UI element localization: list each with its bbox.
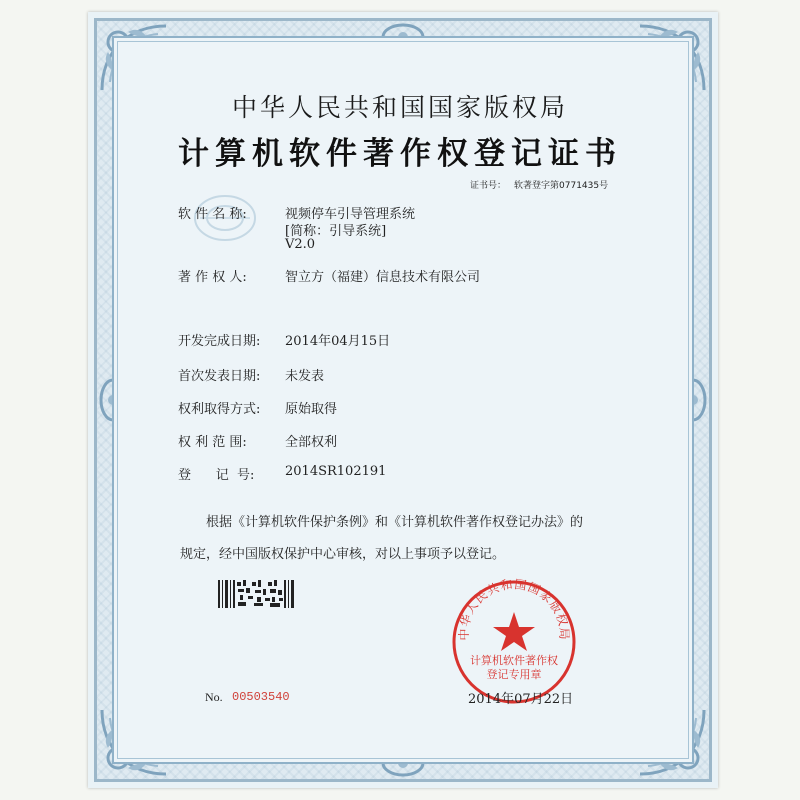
statement-line-1: 根据《计算机软件保护条例》和《计算机软件著作权登记办法》的 — [206, 515, 584, 530]
scope-value: 全部权利 — [285, 435, 338, 450]
publish-label: 首次发表日期: — [178, 369, 261, 384]
registration-value: 2014SR102191 — [285, 464, 387, 479]
acquire-value: 原始取得 — [285, 402, 338, 417]
owner-label: 著 作 权 人: — [178, 270, 247, 285]
software-name-label: 软 件 名 称: — [178, 207, 247, 222]
registration-label: 登 记 号: — [178, 468, 255, 483]
barcode-icon — [218, 580, 294, 608]
seal-ring-text: 中华人民共和国国家版权局 — [456, 578, 572, 641]
dev-date-value: 2014年04月15日 — [285, 334, 391, 349]
seal-line-2: 登记专用章 — [486, 668, 542, 681]
certificate-number — [470, 178, 608, 191]
serial-number-label: No. — [205, 690, 223, 704]
software-version: V2.0 — [285, 237, 316, 252]
software-short-name: [简称：引导系统] — [285, 224, 387, 239]
certificate-number-value: 软著登字第0771435号 — [514, 181, 609, 191]
scope-label: 权 利 范 围: — [178, 435, 247, 450]
software-name-value: 视频停车引导管理系统 — [285, 207, 416, 222]
official-seal-icon — [450, 578, 578, 706]
serial-number-value: 00503540 — [232, 690, 290, 704]
certificate-title: 计算机软件著作权登记证书 — [178, 136, 622, 172]
acquire-label: 权利取得方式: — [178, 402, 261, 417]
publish-value: 未发表 — [285, 369, 325, 384]
statement-line-2: 规定，经中国版权保护中心审核，对以上事项予以登记。 — [180, 547, 506, 562]
issue-date: 2014年07月22日 — [468, 692, 574, 707]
seal-center-text — [458, 654, 570, 682]
certificate-number-label: 证书号： — [470, 181, 507, 191]
owner-value: 智立方（福建）信息技术有限公司 — [285, 270, 481, 285]
seal-line-1: 计算机软件著作权 — [470, 654, 558, 667]
dev-date-label: 开发完成日期: — [178, 334, 261, 349]
issuing-bureau: 中华人民共和国国家版权局 — [231, 93, 568, 122]
